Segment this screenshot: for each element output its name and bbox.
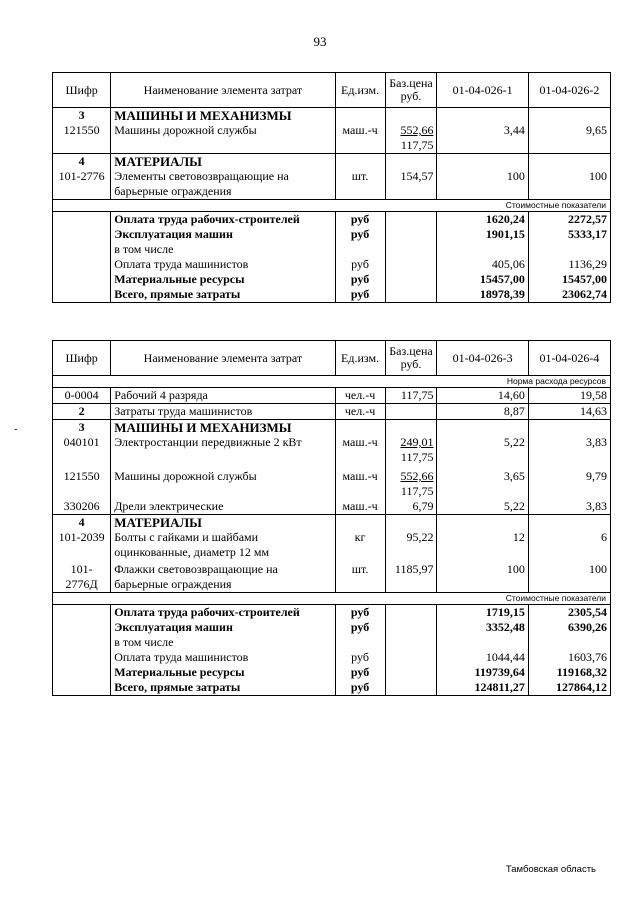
header-name: Наименование элемента затрат bbox=[111, 341, 335, 376]
row-value-2: 3,83 bbox=[528, 435, 610, 465]
cost-value-2: 5333,17 bbox=[528, 227, 610, 242]
cost-name: Оплата труда рабочих-строителей bbox=[111, 605, 335, 621]
section-row bbox=[53, 108, 611, 124]
row-unit: маш.-ч bbox=[335, 499, 385, 515]
cost-name: Материальные ресурсы bbox=[111, 665, 335, 680]
row-value-1: 8,87 bbox=[437, 404, 528, 420]
cost-unit: руб bbox=[335, 272, 385, 287]
table-row bbox=[53, 530, 611, 560]
cost-value-1: 18978,39 bbox=[437, 287, 528, 303]
cost-row bbox=[53, 257, 611, 272]
cost-value-1: 1620,24 bbox=[437, 212, 528, 228]
section-row bbox=[53, 154, 611, 170]
cost-value-2: 15457,00 bbox=[528, 272, 610, 287]
cost-row bbox=[53, 635, 611, 650]
row-price: 117,75 bbox=[385, 388, 437, 404]
header-code: Шифр bbox=[53, 341, 111, 376]
row-code: 101-2039 bbox=[53, 530, 111, 560]
row-code: 0-0004 bbox=[53, 388, 111, 404]
table-row bbox=[53, 560, 611, 593]
row-unit: чел.-ч bbox=[335, 388, 385, 404]
row-code: 330206 bbox=[53, 499, 111, 515]
row-name: Элементы световозвращающие на барьерные ограждения bbox=[111, 169, 335, 200]
row-value-1: 100 bbox=[437, 560, 528, 593]
cost-value-2: 6390,26 bbox=[528, 620, 610, 635]
header-col-2: 01-04-026-2 bbox=[528, 73, 610, 108]
header-code: Шифр bbox=[53, 73, 111, 108]
section-number: 4 bbox=[53, 154, 111, 170]
table-row bbox=[53, 435, 611, 465]
cost-row bbox=[53, 665, 611, 680]
header-name: Наименование элемента затрат bbox=[111, 73, 335, 108]
cost-row bbox=[53, 620, 611, 635]
row-code: 040101 bbox=[53, 435, 111, 465]
cost-name: в том числе bbox=[111, 242, 335, 257]
row-price bbox=[385, 123, 437, 154]
row-name: Болты с гайками и шайбами оцинкованные, диаметр 12 мм bbox=[111, 530, 335, 560]
row-price bbox=[385, 435, 437, 465]
header-col-2: 01-04-026-4 bbox=[528, 341, 610, 376]
row-value-2: 19,58 bbox=[528, 388, 610, 404]
cost-name: Оплата труда рабочих-строителей bbox=[111, 212, 335, 228]
cost-row bbox=[53, 287, 611, 303]
row-value-1: 3,65 bbox=[437, 465, 528, 499]
cost-unit: руб bbox=[335, 257, 385, 272]
row-code: 121550 bbox=[53, 123, 111, 154]
cost-name: в том числе bbox=[111, 635, 335, 650]
cost-unit: руб bbox=[335, 650, 385, 665]
section-title: МАТЕРИАЛЫ bbox=[111, 515, 335, 531]
row-code: 101-2776 bbox=[53, 169, 111, 200]
price-labor-value: 117,75 bbox=[400, 138, 434, 152]
cost-unit: руб bbox=[335, 287, 385, 303]
row-name: Дрели электрические bbox=[111, 499, 335, 515]
cost-value-2: 1136,29 bbox=[528, 257, 610, 272]
table-row bbox=[53, 123, 611, 154]
resource-norm-header bbox=[53, 376, 611, 388]
cost-indicators-label: Стоимостные показатели bbox=[53, 593, 611, 605]
header-base-price: Баз.цена руб. bbox=[385, 341, 437, 376]
header-col-1: 01-04-026-3 bbox=[437, 341, 528, 376]
cost-unit: руб bbox=[335, 680, 385, 696]
row-value-1: 3,44 bbox=[437, 123, 528, 154]
cost-value-1: 405,06 bbox=[437, 257, 528, 272]
row-unit: маш.-ч bbox=[335, 123, 385, 154]
row-value-2: 100 bbox=[528, 560, 610, 593]
cost-name: Оплата труда машинистов bbox=[111, 257, 335, 272]
cost-name: Материальные ресурсы bbox=[111, 272, 335, 287]
row-value-2: 9,65 bbox=[528, 123, 610, 154]
price-value: 249,01 bbox=[400, 435, 434, 449]
resource-table-2 bbox=[52, 340, 611, 696]
cost-unit: руб bbox=[335, 605, 385, 621]
header-unit: Ед.изм. bbox=[335, 341, 385, 376]
cost-value-2: 23062,74 bbox=[528, 287, 610, 303]
cost-row bbox=[53, 212, 611, 228]
cost-row bbox=[53, 272, 611, 287]
cost-value-1: 1719,15 bbox=[437, 605, 528, 621]
cost-name: Всего, прямые затраты bbox=[111, 287, 335, 303]
row-value-1: 14,60 bbox=[437, 388, 528, 404]
cost-row bbox=[53, 650, 611, 665]
cost-value-1: 119739,64 bbox=[437, 665, 528, 680]
price-value: 552,66 bbox=[400, 123, 434, 137]
section-number: 3 bbox=[53, 420, 111, 436]
cost-unit: руб bbox=[335, 665, 385, 680]
table-row bbox=[53, 499, 611, 515]
table-row bbox=[53, 465, 611, 499]
cost-indicators-label: Стоимостные показатели bbox=[53, 200, 611, 212]
table-header-row bbox=[53, 73, 611, 108]
cost-value-2: 2305,54 bbox=[528, 605, 610, 621]
section-title: МАШИНЫ И МЕХАНИЗМЫ bbox=[111, 420, 335, 436]
cost-unit: руб bbox=[335, 212, 385, 228]
cost-row bbox=[53, 242, 611, 257]
cost-name: Эксплуатация машин bbox=[111, 620, 335, 635]
table-header-row bbox=[53, 341, 611, 376]
cost-value-1: 124811,27 bbox=[437, 680, 528, 696]
row-name: Электростанции передвижные 2 кВт bbox=[111, 435, 335, 465]
row-price: 154,57 bbox=[385, 169, 437, 200]
margin-mark: - bbox=[14, 424, 18, 435]
row-value-1: 5,22 bbox=[437, 435, 528, 465]
row-value-2: 3,83 bbox=[528, 499, 610, 515]
cost-name: Оплата труда машинистов bbox=[111, 650, 335, 665]
row-value-1: 100 bbox=[437, 169, 528, 200]
section-number: 4 bbox=[53, 515, 111, 531]
cost-value-1: 3352,48 bbox=[437, 620, 528, 635]
cost-value-2: 1603,76 bbox=[528, 650, 610, 665]
row-unit: маш.-ч bbox=[335, 465, 385, 499]
footer-region: Тамбовская область bbox=[505, 864, 596, 875]
price-value: 552,66 bbox=[400, 469, 434, 483]
table-row bbox=[53, 404, 611, 420]
row-price: 95,22 bbox=[385, 530, 437, 560]
row-code: 101-2776Д bbox=[53, 560, 111, 593]
cost-indicators-header bbox=[53, 200, 611, 212]
cost-unit: руб bbox=[335, 620, 385, 635]
cost-indicators-header bbox=[53, 593, 611, 605]
row-name: Машины дорожной службы bbox=[111, 465, 335, 499]
header-base-price: Баз.цена руб. bbox=[385, 73, 437, 108]
row-value-1: 12 bbox=[437, 530, 528, 560]
section-number: 3 bbox=[53, 108, 111, 124]
row-value-2: 9,79 bbox=[528, 465, 610, 499]
row-unit: шт. bbox=[335, 560, 385, 593]
table-row bbox=[53, 388, 611, 404]
row-unit: маш.-ч bbox=[335, 435, 385, 465]
cost-row bbox=[53, 605, 611, 621]
section-title: МАТЕРИАЛЫ bbox=[111, 154, 335, 170]
price-labor-value: 117,75 bbox=[400, 484, 434, 498]
row-name: Машины дорожной службы bbox=[111, 123, 335, 154]
cost-value-1: 1044,44 bbox=[437, 650, 528, 665]
header-col-1: 01-04-026-1 bbox=[437, 73, 528, 108]
header-unit: Ед.изм. bbox=[335, 73, 385, 108]
cost-value-2: 119168,32 bbox=[528, 665, 610, 680]
cost-name: Всего, прямые затраты bbox=[111, 680, 335, 696]
row-code: 2 bbox=[53, 404, 111, 420]
section-row bbox=[53, 420, 611, 436]
price-labor-value: 117,75 bbox=[400, 450, 434, 464]
cost-row bbox=[53, 680, 611, 696]
cost-unit: руб bbox=[335, 227, 385, 242]
resource-norm-label: Норма расхода ресурсов bbox=[53, 376, 611, 388]
row-unit: чел.-ч bbox=[335, 404, 385, 420]
cost-row bbox=[53, 227, 611, 242]
row-unit: кг bbox=[335, 530, 385, 560]
row-value-1: 5,22 bbox=[437, 499, 528, 515]
row-code: 121550 bbox=[53, 465, 111, 499]
row-price: 6,79 bbox=[385, 499, 437, 515]
row-name: Затраты труда машинистов bbox=[111, 404, 335, 420]
section-title: МАШИНЫ И МЕХАНИЗМЫ bbox=[111, 108, 335, 124]
row-value-2: 6 bbox=[528, 530, 610, 560]
row-name: Флажки световозвращающие на барьерные ограждения bbox=[111, 560, 335, 593]
cost-value-2: 2272,57 bbox=[528, 212, 610, 228]
row-unit: шт. bbox=[335, 169, 385, 200]
cost-name: Эксплуатация машин bbox=[111, 227, 335, 242]
resource-table-1 bbox=[52, 72, 611, 303]
table-row bbox=[53, 169, 611, 200]
row-price bbox=[385, 465, 437, 499]
section-row bbox=[53, 515, 611, 531]
cost-value-1: 1901,15 bbox=[437, 227, 528, 242]
cost-value-1: 15457,00 bbox=[437, 272, 528, 287]
row-value-2: 100 bbox=[528, 169, 610, 200]
page-number: 93 bbox=[313, 34, 327, 49]
cost-value-2: 127864,12 bbox=[528, 680, 610, 696]
row-name: Рабочий 4 разряда bbox=[111, 388, 335, 404]
row-value-2: 14,63 bbox=[528, 404, 610, 420]
row-price: 1185,97 bbox=[385, 560, 437, 593]
